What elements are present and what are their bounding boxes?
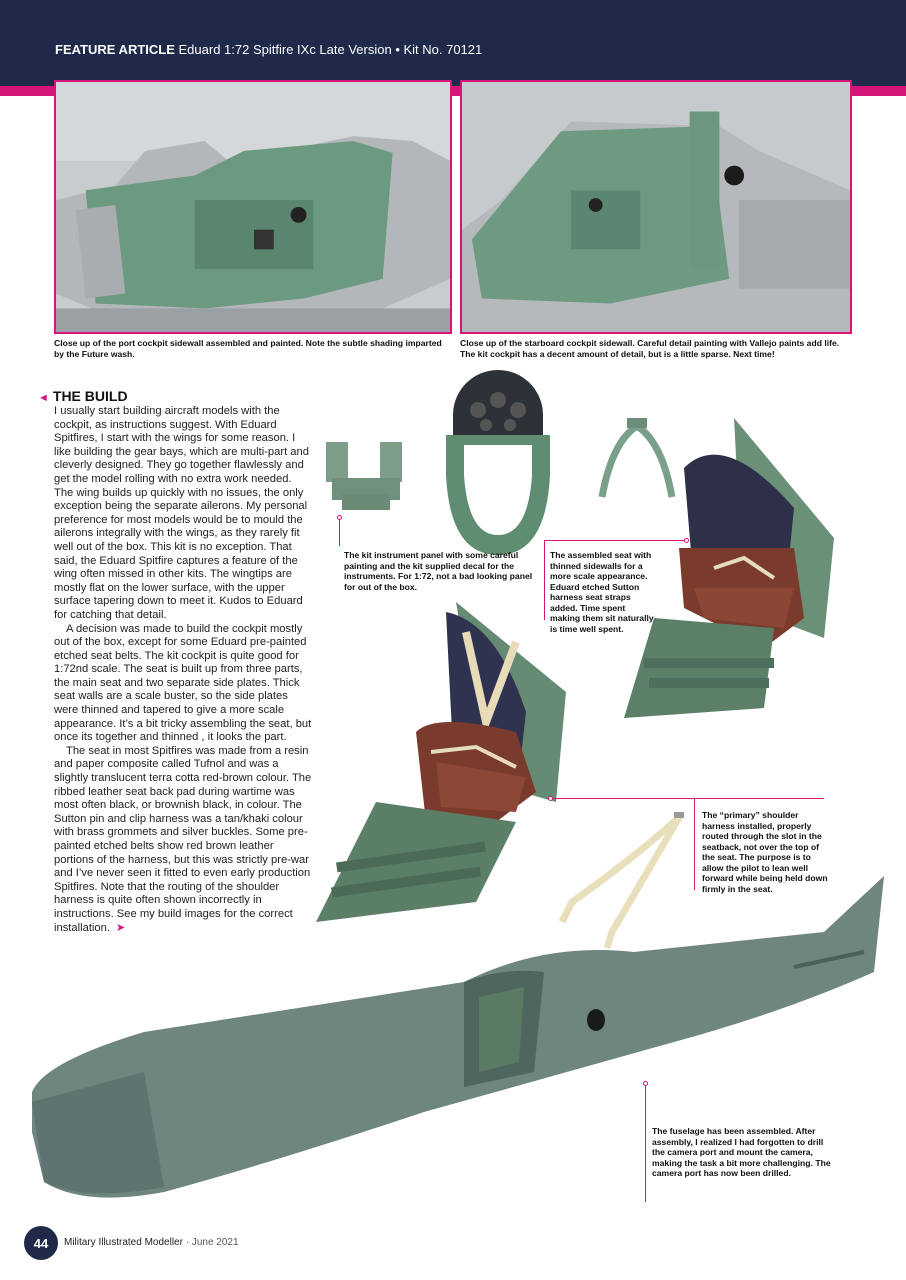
heading-arrow-icon: ◄ <box>38 392 49 404</box>
issue-date: · June 2021 <box>182 1237 239 1248</box>
article-paragraph-text: The seat in most Spitfires was made from a resin and paper composite called Tufnol and was a slightly translucent terra cotta red-brown colour. The ribbed leather seat back pad during wartime was most often black, or brownish black, in colour. The Sutton pin and clip harness was a tan/khaki colour with brass grommets and silver buckles. Some pre-painted etched belts show red brown leather portions of the harness, but this was strictly pre-war and I’ve never seen it fitted to even early production Spitfires. Note that the routing of the shoulder harness is quite often shown incorrectly in instructions. See my build images for the correct installation. <box>54 744 312 934</box>
page-number-badge <box>24 1226 58 1260</box>
caption-instrument-panel: The kit instrument panel with some careful painting and the kit supplied decal for the instruments. For 1:72, not a bad looking panel for out of the box. <box>344 550 533 592</box>
assembled-seat-image <box>624 418 844 728</box>
instrument-panel-image <box>438 365 558 565</box>
caption-fuselage: The fuselage has been assembled. After assembly, I realized I had forgotten to drill the camera port and mount the camera, making the task a bit more challenging. The camera port has now been drilled. <box>652 1126 831 1178</box>
page-number: 44 <box>33 1235 49 1251</box>
starboard-sidewall-photo <box>460 80 852 334</box>
leader-dot <box>548 796 553 801</box>
leader-line <box>544 540 545 620</box>
rudder-pedal-part-image <box>322 438 412 518</box>
leader-line <box>544 540 686 541</box>
article-subtitle: Eduard 1:72 Spitfire IXc Late Version • Kit No. 70121 <box>178 42 483 57</box>
footer-publication <box>64 1237 239 1248</box>
leader-dot <box>643 1081 648 1086</box>
section-label: FEATURE ARTICLE <box>55 42 175 57</box>
caption-port-sidewall: Close up of the port cockpit sidewall assembled and painted. Note the subtle shading imparted by the Future wash. <box>54 338 442 359</box>
caption-shoulder-harness: The “primary” shoulder harness installed, properly routed through the slot in the seatback, not over the top of the seat. The purpose is to allow the pilot to lean well forward while being held down firmly in the seat. <box>702 810 828 894</box>
leader-line <box>645 1084 646 1202</box>
section-heading <box>38 388 128 404</box>
leader-line <box>552 798 824 799</box>
magazine-name: Military Illustrated Modeller <box>64 1237 183 1248</box>
running-header <box>55 42 482 57</box>
article-paragraph: A decision was made to build the cockpit mostly out of the box, except for some Eduard pre-painted etched seat belts. The kit cockpit is quite good for 1:72nd scale. The seat is built up from three parts, the main seat and two separate side plates. Thick seat walls are a scale buster, so the side plates were thinned and tapered to give a more scale appearance. It’s a bit tricky assembling the seat, but once its together and thinned , it looks the part. <box>54 622 312 744</box>
end-arrow-icon: ➤ <box>115 921 126 934</box>
leader-line <box>694 798 695 890</box>
section-heading-text: THE BUILD <box>52 388 128 404</box>
caption-starboard-sidewall: Close up of the starboard cockpit sidewall. Careful detail painting with Vallejo paints add life. The kit cockpit has a decent amount of detail, but is a little sparse. Next time! <box>460 338 840 359</box>
leader-dot <box>337 515 342 520</box>
article-body <box>54 405 312 935</box>
port-sidewall-photo <box>54 80 452 334</box>
leader-dot <box>684 538 689 543</box>
leader-line <box>339 518 340 546</box>
caption-assembled-seat: The assembled seat with thinned sidewalls for a more scale appearance. Eduard etched Sutton harness seat straps added. Time spent making them sit naturally is time well spent. <box>550 550 654 634</box>
article-paragraph: I usually start building aircraft models with the cockpit, as instructions suggest. With Eduard Spitfires, I start with the wings for some reason. I like building the gear bays, which are multi-part and cleverly designed. They go together flawlessly and get the model rolling with no extra work needed. The wing builds up quickly with no issues, the only exception being the separate ailerons. My personal preference for most models would be to mould the ailerons integrally with the wings, as they rarely fit well out of the box. This kit is no exception. That said, the Eduard Spitfire captures a feature of the wing often missed in other kits. The wingtips are mostly flat on the lower surface, with the upper surface tapering down to meet it. Kudos to Eduard for catching that detail. <box>54 405 309 621</box>
